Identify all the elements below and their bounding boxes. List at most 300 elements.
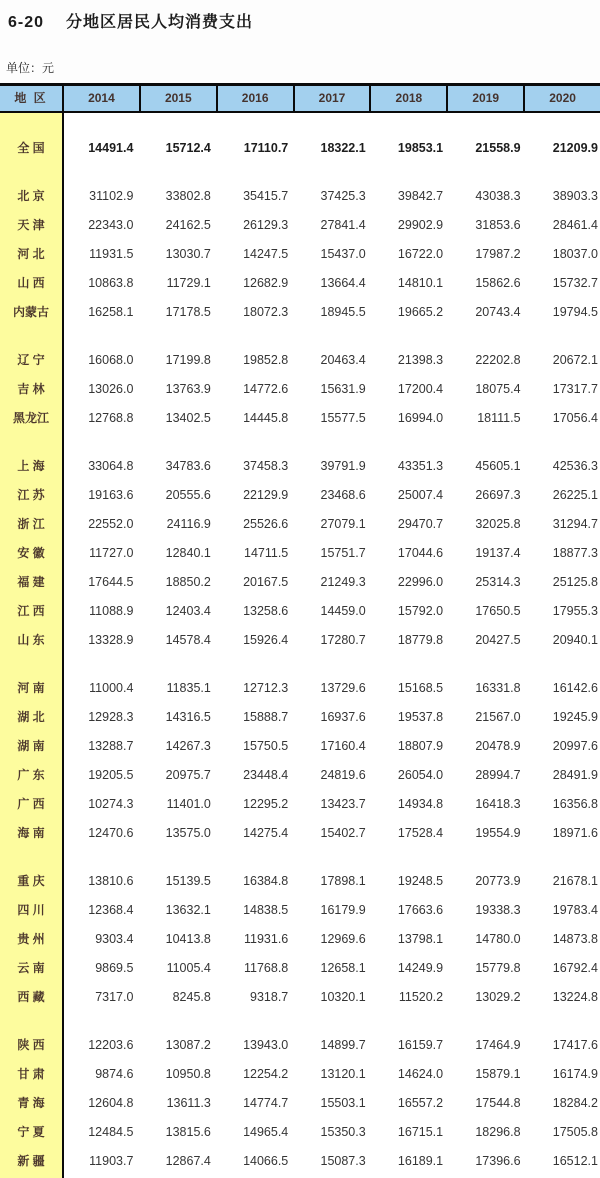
table-row <box>0 346 600 375</box>
value-cell: 23468.6 <box>320 488 366 502</box>
value-cell: 19137.4 <box>475 546 521 560</box>
value-cell: 20555.6 <box>165 488 211 502</box>
value-cell: 19554.9 <box>475 826 521 840</box>
value-cell: 25314.3 <box>475 575 521 589</box>
value-cell: 42536.3 <box>552 459 598 473</box>
value-cell: 14491.4 <box>88 141 134 155</box>
value-cell: 17199.8 <box>165 353 211 367</box>
value-cell: 14316.5 <box>165 710 211 724</box>
value-cell: 16159.7 <box>397 1038 444 1052</box>
region-name: 天 津 <box>17 218 45 232</box>
region-name: 安 徽 <box>17 546 45 560</box>
value-cell: 22996.0 <box>397 575 444 589</box>
value-cell: 20743.4 <box>475 305 521 319</box>
value-cell: 43351.3 <box>397 459 444 473</box>
year-column-header: 2020 <box>523 86 600 111</box>
value-cell: 13798.1 <box>397 932 444 946</box>
region-column-header: 地 区 <box>14 91 48 105</box>
value-cell: 15712.4 <box>165 141 211 155</box>
region-name: 江 西 <box>17 604 45 618</box>
value-cell: 21678.1 <box>552 874 598 888</box>
value-cell: 12295.2 <box>243 797 289 811</box>
region-group <box>0 134 600 163</box>
region-name: 山 东 <box>17 633 45 647</box>
value-cell: 11931.6 <box>244 932 289 946</box>
table-row <box>0 867 600 896</box>
value-cell: 15751.7 <box>320 546 366 560</box>
value-cell: 37425.3 <box>320 189 366 203</box>
value-cell: 18945.5 <box>320 305 366 319</box>
value-cell: 18111.5 <box>477 411 521 425</box>
value-cell: 15792.0 <box>397 604 444 618</box>
value-cell: 17650.5 <box>475 604 521 618</box>
value-cell: 11088.9 <box>89 604 134 618</box>
value-cell: 19537.8 <box>397 710 444 724</box>
value-cell: 18075.4 <box>475 382 521 396</box>
region-name: 山 西 <box>17 276 45 290</box>
value-cell: 26129.3 <box>243 218 289 232</box>
table-row <box>0 510 600 539</box>
value-cell: 17955.3 <box>552 604 598 618</box>
value-cell: 11727.0 <box>89 546 134 560</box>
value-cell: 16937.6 <box>320 710 366 724</box>
table-row <box>0 404 600 433</box>
value-cell: 19205.5 <box>88 768 134 782</box>
value-cell: 24162.5 <box>165 218 211 232</box>
region-name: 辽 宁 <box>17 353 45 367</box>
value-cell: 15779.8 <box>475 961 521 975</box>
value-cell: 14249.9 <box>397 961 444 975</box>
value-cell: 17396.6 <box>475 1154 521 1168</box>
value-cell: 11729.1 <box>166 276 211 290</box>
value-cell: 17110.7 <box>243 141 289 155</box>
table-row <box>0 539 600 568</box>
region-name: 河 南 <box>17 681 45 695</box>
value-cell: 16179.9 <box>320 903 366 917</box>
region-name: 海 南 <box>17 826 45 840</box>
value-cell: 9303.4 <box>95 932 134 946</box>
value-cell: 12840.1 <box>165 546 211 560</box>
region-name: 重 庆 <box>17 874 45 888</box>
value-cell: 16792.4 <box>552 961 598 975</box>
value-cell: 13729.6 <box>320 681 366 695</box>
value-cell: 31102.9 <box>89 189 134 203</box>
value-cell: 11835.1 <box>166 681 211 695</box>
value-cell: 21398.3 <box>397 353 444 367</box>
value-cell: 13664.4 <box>320 276 366 290</box>
value-cell: 16331.8 <box>475 681 521 695</box>
year-column-header: 2019 <box>446 86 523 111</box>
region-name: 湖 南 <box>17 739 45 753</box>
value-cell: 12604.8 <box>88 1096 134 1110</box>
value-cell: 14810.1 <box>397 276 444 290</box>
value-cell: 45605.1 <box>475 459 521 473</box>
table-row <box>0 375 600 404</box>
value-cell: 11931.5 <box>89 247 134 261</box>
value-cell: 14275.4 <box>243 826 289 840</box>
value-cell: 13402.5 <box>165 411 211 425</box>
region-name: 四 川 <box>17 903 45 917</box>
value-cell: 35415.7 <box>243 189 289 203</box>
value-cell: 13763.9 <box>165 382 211 396</box>
value-cell: 14459.0 <box>320 604 366 618</box>
value-cell: 18807.9 <box>397 739 444 753</box>
value-cell: 10950.8 <box>165 1067 211 1081</box>
value-cell: 18072.3 <box>243 305 289 319</box>
value-cell: 13258.6 <box>243 604 289 618</box>
value-cell: 15862.6 <box>475 276 521 290</box>
value-cell: 22202.8 <box>475 353 521 367</box>
value-cell: 15437.0 <box>320 247 366 261</box>
value-cell: 17417.6 <box>552 1038 598 1052</box>
value-cell: 20672.1 <box>552 353 598 367</box>
value-cell: 26054.0 <box>397 768 444 782</box>
value-cell: 12470.6 <box>88 826 134 840</box>
value-cell: 19338.3 <box>475 903 521 917</box>
value-cell: 12658.1 <box>320 961 366 975</box>
value-cell: 33064.8 <box>88 459 134 473</box>
value-cell: 18322.1 <box>320 141 366 155</box>
region-name: 广 西 <box>17 797 45 811</box>
table-row <box>0 211 600 240</box>
table-row <box>0 925 600 954</box>
table-row <box>0 626 600 655</box>
value-cell: 12403.4 <box>165 604 211 618</box>
region-name: 西 藏 <box>17 990 45 1004</box>
value-cell: 15888.7 <box>243 710 289 724</box>
value-cell: 19853.1 <box>397 141 444 155</box>
region-name: 宁 夏 <box>17 1125 45 1139</box>
value-cell: 17044.6 <box>397 546 444 560</box>
value-cell: 18850.2 <box>165 575 211 589</box>
value-cell: 26225.1 <box>552 488 598 502</box>
value-cell: 9869.5 <box>95 961 134 975</box>
value-cell: 28994.7 <box>475 768 521 782</box>
value-cell: 13943.0 <box>243 1038 289 1052</box>
region-group <box>0 452 600 655</box>
region-name: 全 国 <box>17 141 45 155</box>
value-cell: 22552.0 <box>88 517 134 531</box>
region-group <box>0 867 600 1012</box>
value-cell: 37458.3 <box>243 459 289 473</box>
value-cell: 13288.7 <box>88 739 134 753</box>
value-cell: 20478.9 <box>475 739 521 753</box>
value-cell: 14934.8 <box>397 797 444 811</box>
table-row <box>0 568 600 597</box>
value-cell: 14711.5 <box>244 546 289 560</box>
value-cell: 7317.0 <box>95 990 134 1004</box>
value-cell: 13611.3 <box>166 1096 211 1110</box>
value-cell: 15087.3 <box>320 1154 366 1168</box>
value-cell: 17528.4 <box>397 826 444 840</box>
value-cell: 14445.8 <box>243 411 289 425</box>
value-cell: 16142.6 <box>552 681 598 695</box>
value-cell: 14267.3 <box>165 739 211 753</box>
value-cell: 17056.4 <box>552 411 598 425</box>
value-cell: 20427.5 <box>475 633 521 647</box>
value-cell: 18779.8 <box>397 633 444 647</box>
value-cell: 17663.6 <box>397 903 444 917</box>
value-cell: 12928.3 <box>88 710 134 724</box>
page-title <box>0 0 600 32</box>
region-group <box>0 674 600 848</box>
region-group <box>0 1031 600 1176</box>
value-cell: 25007.4 <box>397 488 444 502</box>
value-cell: 17178.5 <box>165 305 211 319</box>
value-cell: 27079.1 <box>320 517 366 531</box>
value-cell: 39842.7 <box>397 189 444 203</box>
value-cell: 19665.2 <box>397 305 444 319</box>
region-name: 河 北 <box>17 247 45 261</box>
table-row <box>0 240 600 269</box>
region-name: 贵 州 <box>17 932 45 946</box>
value-cell: 24116.9 <box>166 517 211 531</box>
region-name: 北 京 <box>17 189 45 203</box>
value-cell: 11000.4 <box>89 681 134 695</box>
value-cell: 29902.9 <box>397 218 444 232</box>
region-group <box>0 346 600 433</box>
table-row <box>0 819 600 848</box>
value-cell: 15750.5 <box>243 739 289 753</box>
value-cell: 14873.8 <box>552 932 598 946</box>
value-cell: 19852.8 <box>243 353 289 367</box>
table-row <box>0 298 600 327</box>
value-cell: 17544.8 <box>475 1096 521 1110</box>
statistics-table <box>0 83 600 1178</box>
value-cell: 15139.5 <box>165 874 211 888</box>
value-cell: 14247.5 <box>243 247 289 261</box>
unit-label: 单位：元 <box>6 61 55 75</box>
value-cell: 14624.0 <box>397 1067 444 1081</box>
year-column-header: 2015 <box>139 86 216 111</box>
value-cell: 18877.3 <box>552 546 598 560</box>
value-cell: 20975.7 <box>165 768 211 782</box>
year-column-header: 2016 <box>216 86 293 111</box>
value-cell: 17505.8 <box>552 1125 598 1139</box>
value-cell: 17987.2 <box>475 247 521 261</box>
value-cell: 16258.1 <box>88 305 134 319</box>
value-cell: 14772.6 <box>243 382 289 396</box>
value-cell: 16418.3 <box>475 797 521 811</box>
region-name: 广 东 <box>17 768 45 782</box>
value-cell: 11520.2 <box>398 990 444 1004</box>
value-cell: 19163.6 <box>88 488 134 502</box>
value-cell: 16715.1 <box>397 1125 444 1139</box>
value-cell: 15350.3 <box>320 1125 366 1139</box>
value-cell: 9874.6 <box>95 1067 134 1081</box>
value-cell: 22343.0 <box>88 218 134 232</box>
table-row <box>0 452 600 481</box>
value-cell: 38903.3 <box>552 189 598 203</box>
value-cell: 18296.8 <box>475 1125 521 1139</box>
value-cell: 18037.0 <box>552 247 598 261</box>
value-cell: 34783.6 <box>165 459 211 473</box>
value-cell: 13423.7 <box>320 797 366 811</box>
value-cell: 12768.8 <box>88 411 134 425</box>
table-row <box>0 790 600 819</box>
value-cell: 17160.4 <box>320 739 366 753</box>
value-cell: 14774.7 <box>243 1096 289 1110</box>
value-cell: 12712.3 <box>243 681 289 695</box>
region-name: 新 疆 <box>17 1154 45 1168</box>
table-row <box>0 1118 600 1147</box>
value-cell: 31294.7 <box>552 517 598 531</box>
region-name: 内蒙古 <box>12 305 49 319</box>
value-cell: 21558.9 <box>475 141 521 155</box>
value-cell: 12867.4 <box>165 1154 211 1168</box>
value-cell: 17317.7 <box>552 382 598 396</box>
value-cell: 13815.6 <box>165 1125 211 1139</box>
region-name: 云 南 <box>17 961 45 975</box>
value-cell: 13087.2 <box>165 1038 211 1052</box>
value-cell: 10413.8 <box>165 932 211 946</box>
value-cell: 19794.5 <box>552 305 598 319</box>
region-name: 甘 肃 <box>17 1067 45 1081</box>
table-body <box>0 113 600 1178</box>
region-name: 青 海 <box>17 1096 45 1110</box>
value-cell: 20773.9 <box>475 874 521 888</box>
value-cell: 12254.2 <box>243 1067 289 1081</box>
value-cell: 13120.1 <box>320 1067 366 1081</box>
value-cell: 13328.9 <box>88 633 134 647</box>
value-cell: 23448.4 <box>243 768 289 782</box>
value-cell: 16722.0 <box>397 247 444 261</box>
table-row <box>0 703 600 732</box>
value-cell: 21567.0 <box>475 710 521 724</box>
table-row <box>0 954 600 983</box>
value-cell: 16994.0 <box>397 411 444 425</box>
region-group <box>0 182 600 327</box>
value-cell: 15402.7 <box>320 826 366 840</box>
value-cell: 10274.3 <box>88 797 134 811</box>
value-cell: 12969.6 <box>320 932 366 946</box>
table-row <box>0 1060 600 1089</box>
value-cell: 27841.4 <box>320 218 366 232</box>
value-cell: 10320.1 <box>320 990 366 1004</box>
value-cell: 15168.5 <box>397 681 444 695</box>
value-cell: 12484.5 <box>88 1125 134 1139</box>
value-cell: 11768.8 <box>244 961 289 975</box>
value-cell: 19248.5 <box>397 874 444 888</box>
value-cell: 20463.4 <box>320 353 366 367</box>
table-row <box>0 269 600 298</box>
value-cell: 29470.7 <box>397 517 444 531</box>
value-cell: 15732.7 <box>552 276 598 290</box>
value-cell: 21249.3 <box>320 575 366 589</box>
value-cell: 14838.5 <box>243 903 289 917</box>
value-cell: 15926.4 <box>243 633 289 647</box>
value-cell: 14965.4 <box>243 1125 289 1139</box>
region-name: 湖 北 <box>17 710 45 724</box>
year-column-header: 2017 <box>293 86 370 111</box>
value-cell: 13029.2 <box>475 990 521 1004</box>
value-cell: 11005.4 <box>166 961 211 975</box>
value-cell: 15879.1 <box>475 1067 521 1081</box>
value-cell: 20167.5 <box>243 575 289 589</box>
value-cell: 14066.5 <box>243 1154 289 1168</box>
region-name: 浙 江 <box>17 517 45 531</box>
value-cell: 11401.0 <box>166 797 211 811</box>
value-cell: 19783.4 <box>552 903 598 917</box>
value-cell: 13224.8 <box>552 990 598 1004</box>
value-cell: 8245.8 <box>172 990 211 1004</box>
value-cell: 12368.4 <box>88 903 134 917</box>
value-cell: 17280.7 <box>320 633 366 647</box>
value-cell: 39791.9 <box>320 459 366 473</box>
value-cell: 14899.7 <box>320 1038 366 1052</box>
value-cell: 13030.7 <box>165 247 211 261</box>
year-column-header: 2018 <box>369 86 446 111</box>
table-rows <box>0 134 600 1176</box>
value-cell: 11903.7 <box>89 1154 134 1168</box>
value-cell: 21209.9 <box>552 141 598 155</box>
value-cell: 17644.5 <box>88 575 134 589</box>
value-cell: 17200.4 <box>397 382 444 396</box>
value-cell: 20940.1 <box>552 633 598 647</box>
value-cell: 25526.6 <box>243 517 289 531</box>
table-row <box>0 182 600 211</box>
value-cell: 14578.4 <box>165 633 211 647</box>
value-cell: 16557.2 <box>397 1096 444 1110</box>
value-cell: 20997.6 <box>552 739 598 753</box>
value-cell: 31853.6 <box>475 218 521 232</box>
value-cell: 12203.6 <box>88 1038 134 1052</box>
table-row <box>0 1147 600 1176</box>
value-cell: 16189.1 <box>397 1154 444 1168</box>
value-cell: 17464.9 <box>475 1038 521 1052</box>
value-cell: 43038.3 <box>475 189 521 203</box>
value-cell: 26697.3 <box>475 488 521 502</box>
value-cell: 28461.4 <box>552 218 598 232</box>
table-header-row <box>0 86 600 113</box>
value-cell: 15577.5 <box>320 411 366 425</box>
value-cell: 22129.9 <box>243 488 289 502</box>
value-cell: 12682.9 <box>243 276 289 290</box>
value-cell: 13026.0 <box>88 382 134 396</box>
value-cell: 18284.2 <box>552 1096 598 1110</box>
value-cell: 15503.1 <box>320 1096 366 1110</box>
value-cell: 17898.1 <box>320 874 366 888</box>
value-cell: 25125.8 <box>552 575 598 589</box>
table-row <box>0 761 600 790</box>
region-name: 上 海 <box>17 459 45 473</box>
value-cell: 9318.7 <box>250 990 289 1004</box>
table-row <box>0 134 600 163</box>
table-row <box>0 1031 600 1060</box>
table-number: 6-20 <box>8 14 45 31</box>
value-cell: 13810.6 <box>88 874 134 888</box>
table-row <box>0 732 600 761</box>
value-cell: 28491.9 <box>552 768 598 782</box>
value-cell: 14780.0 <box>475 932 521 946</box>
region-name: 吉 林 <box>17 382 45 396</box>
table-row <box>0 674 600 703</box>
region-name: 陕 西 <box>17 1038 45 1052</box>
table-row <box>0 481 600 510</box>
table-title-text: 分地区居民人均消费支出 <box>66 14 254 31</box>
value-cell: 10863.8 <box>88 276 134 290</box>
value-cell: 16512.1 <box>552 1154 598 1168</box>
value-cell: 16068.0 <box>88 353 134 367</box>
value-cell: 15631.9 <box>320 382 366 396</box>
value-cell: 19245.9 <box>552 710 598 724</box>
value-cell: 24819.6 <box>320 768 366 782</box>
table-row <box>0 1089 600 1118</box>
year-column-header: 2014 <box>62 86 139 111</box>
value-cell: 18971.6 <box>552 826 598 840</box>
region-name: 黑龙江 <box>12 411 49 425</box>
value-cell: 16356.8 <box>552 797 598 811</box>
